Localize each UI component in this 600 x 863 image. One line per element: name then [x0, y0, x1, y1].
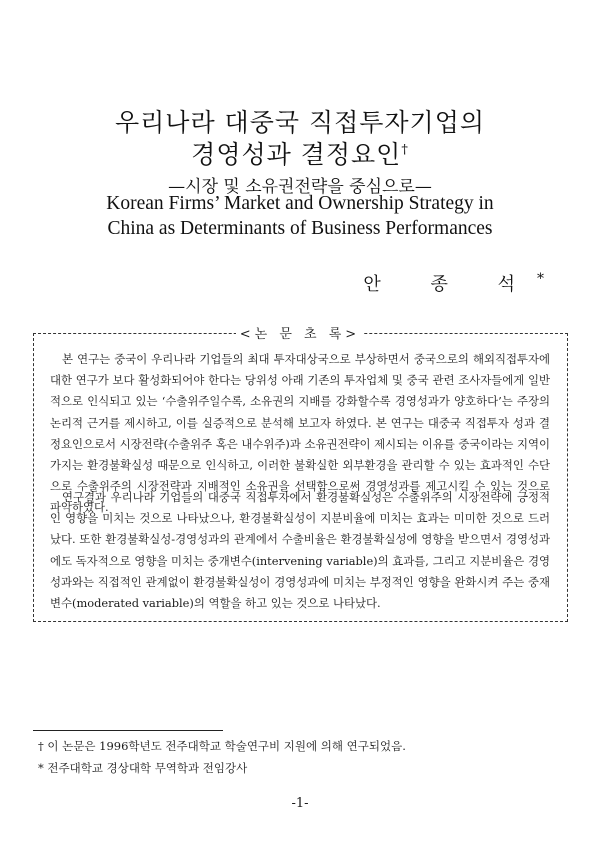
author [363, 270, 544, 296]
subtitle-korean: —시장 및 소유권전략을 중심으로— [168, 177, 432, 197]
title-english-line1: Korean Firms’ Market and Ownership Strategy in [106, 193, 494, 214]
page-number: -1- [291, 796, 309, 811]
footnote-divider [33, 730, 223, 731]
abstract-paragraph-2: 연구결과 우리나라 기업들의 대중국 직접투자에서 환경불확실성은 수출위주의 시장전략에 긍정적인 영향을 미치는 것으로 나타났으나, 환경불확실성이 지분비율에 미치는 효과는 미미한 것으로 드러났다. 또한 환경불확실성-경영성과의 관계에서 수출비율은 환경불확실성에 영향을 받으면서 경영성과에도 독자적으로 영향을 미치는 중개변수(intervening variable)의 효과를, 그리고 지분비율은 경영성과와는 직접적인 관계없이 환경불확실성이 경영성과에 미치는 부정적인 영향을 완화시켜 주는 중재변수(moderated variable)의 역할을 하고 있는 것으로 나타났다. [50, 490, 550, 611]
author-name: 안 종 석 [363, 274, 537, 295]
title-korean-line1 [0, 103, 600, 139]
title-footnote-marker: † [401, 142, 409, 158]
title-korean-line2-text: 경영성과 결정요인 [191, 140, 402, 169]
title-korean-line1-text: 우리나라 대중국 직접투자기업의 [115, 108, 485, 137]
footnote-author-affiliation: * 전주대학교 경상대학 무역학과 전임강사 [38, 761, 248, 775]
footnote-funding: † 이 논문은 1996학년도 전주대학교 학술연구비 지원에 의해 연구되었음. [38, 739, 406, 753]
title-english-line2: China as Determinants of Business Performances [107, 218, 493, 239]
title-korean-line2 [0, 135, 600, 171]
abstract-paragraph-1: 본 연구는 중국이 우리나라 기업들의 최대 투자대상국으로 부상하면서 중국으로의 해외직접투자에 대한 연구가 보다 활성화되어야 한다는 당위성 아래 기존의 투자업체 및 중국 관련 조사자들에게 일반적으로 인식되고 있는 ‘수출위주일수록, 소유권의 지배를 강화할수록 경영성과가 양호하다’는 주장의 논리적 근거를 제시하고, 이를 실증적으로 분석해 보고자 하였다. 본 연구는 대중국 직접투자 성과 결정요인으로서 시장전략(수출위주 혹은 내수위주)과 소유권전략이 제시되는 이유를 중국이라는 지역이 가지는 환경불확실성 때문으로 인식하고, 이러한 불확실한 외부환경을 관리할 수 있는 효과적인 수단으로 수출위주의 시장전략과 지배적인 소유권을 선택함으로써 경영성과를 제고시킬 수 있는 것으로 파악하였다. [50, 352, 550, 515]
abstract-heading-text: <논 문 초 록> [236, 327, 364, 342]
author-footnote-marker: * [537, 271, 544, 287]
abstract-heading [0, 323, 600, 342]
